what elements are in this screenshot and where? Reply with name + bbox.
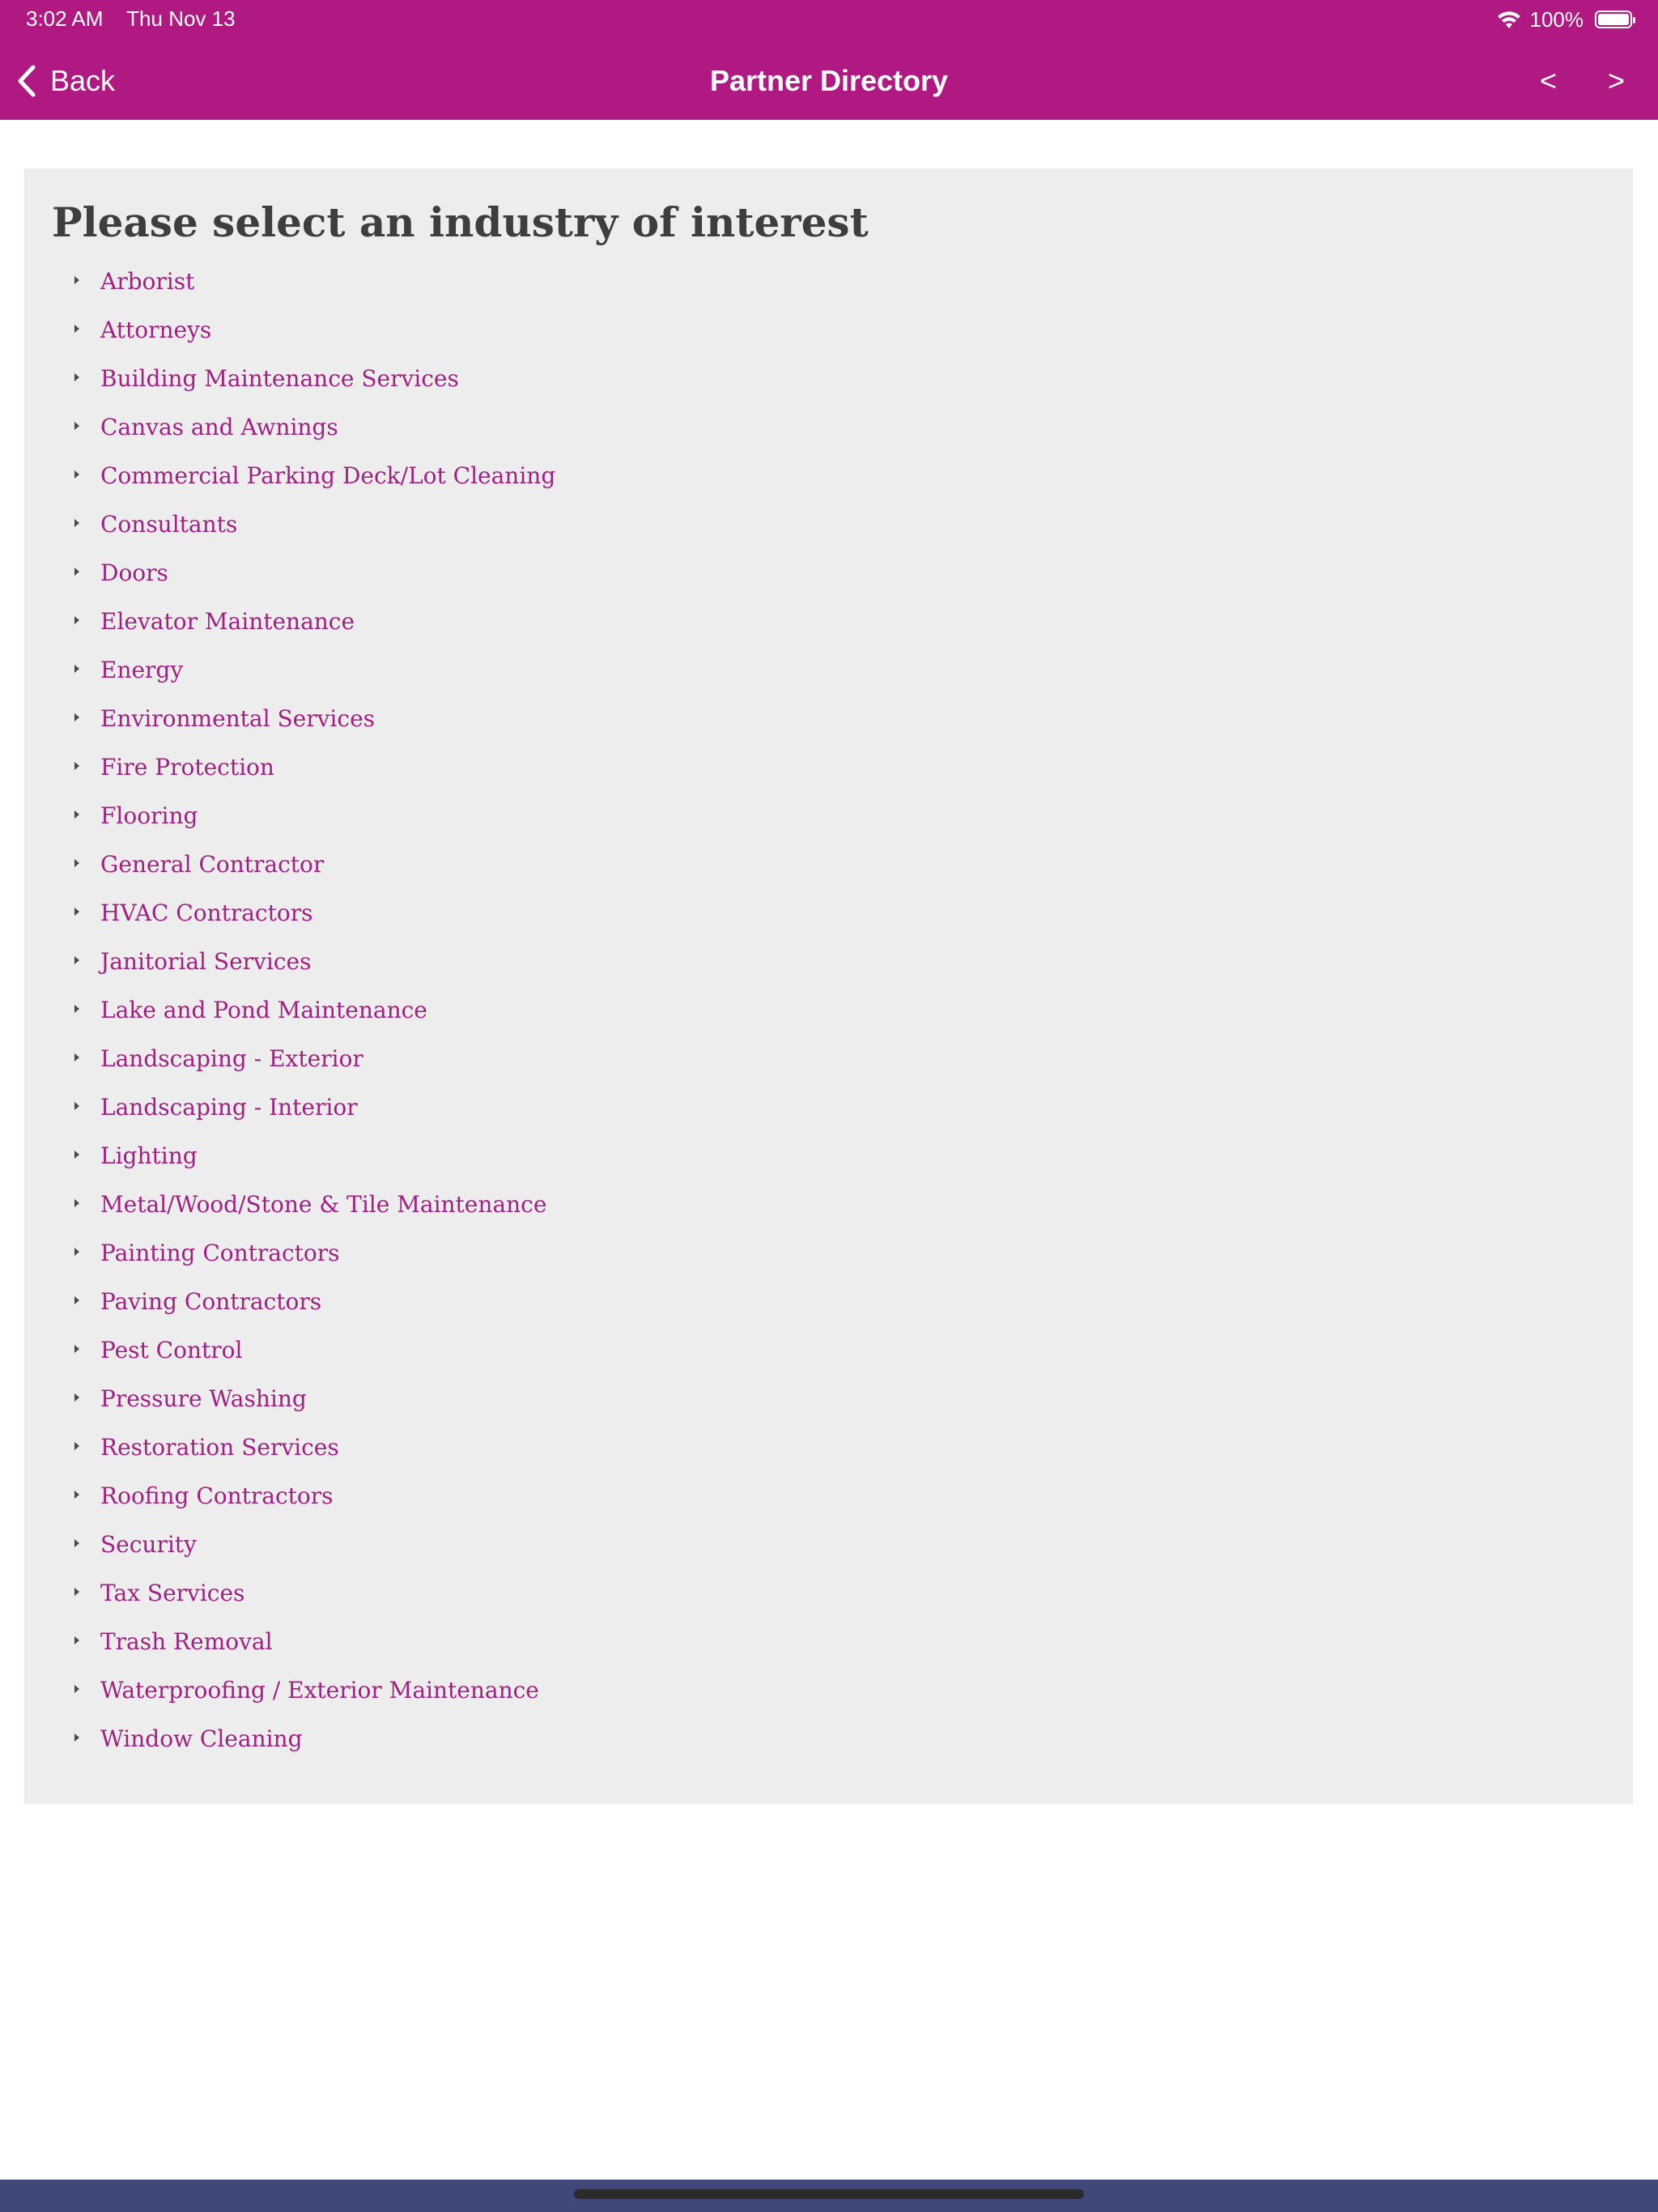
industry-link[interactable]: Trash Removal (100, 1628, 273, 1655)
bullet-icon (74, 373, 79, 381)
bullet-icon (74, 956, 79, 964)
industry-link[interactable]: Roofing Contractors (100, 1482, 334, 1509)
industry-link[interactable]: Restoration Services (100, 1434, 339, 1461)
industry-link[interactable]: Pest Control (100, 1337, 243, 1363)
bullet-icon (74, 859, 79, 867)
industry-link[interactable]: Window Cleaning (100, 1725, 303, 1752)
industry-link[interactable]: Lake and Pond Maintenance (100, 997, 427, 1023)
bullet-icon (74, 616, 79, 624)
industry-link[interactable]: Pressure Washing (100, 1385, 307, 1412)
bullet-icon (74, 1053, 79, 1061)
bullet-icon (74, 810, 79, 819)
bullet-icon (74, 665, 79, 673)
back-label: Back (50, 64, 116, 97)
bullet-icon (74, 1005, 79, 1013)
battery-percent: 100% (1529, 6, 1584, 32)
industry-link[interactable]: Energy (100, 657, 184, 683)
bullet-icon (74, 1248, 79, 1256)
page-title: Partner Directory (709, 64, 949, 97)
bullet-icon (74, 325, 79, 333)
home-indicator[interactable] (574, 2189, 1084, 2199)
next-page-button[interactable]: > (1608, 64, 1626, 97)
status-bar-time (26, 6, 253, 32)
industry-link[interactable]: Elevator Maintenance (100, 608, 355, 635)
bullet-icon (74, 908, 79, 916)
industry-link[interactable]: Consultants (100, 511, 238, 538)
bullet-icon (74, 568, 79, 576)
industry-link[interactable]: Janitorial Services (100, 948, 312, 975)
panel-heading: Please select an industry of interest (52, 198, 869, 246)
status-date: Thu Nov 13 (126, 6, 236, 31)
header-bar (0, 0, 1658, 120)
bullet-icon (74, 276, 79, 284)
industry-link[interactable]: Painting Contractors (100, 1240, 340, 1266)
bullet-icon (74, 1636, 79, 1644)
industry-link[interactable]: Environmental Services (100, 705, 376, 732)
bullet-icon (74, 1539, 79, 1547)
bullet-icon (74, 1442, 79, 1450)
bullet-icon (74, 1733, 79, 1742)
industry-link[interactable]: Commercial Parking Deck/Lot Cleaning (100, 462, 556, 489)
bullet-icon (74, 1491, 79, 1499)
industry-panel (24, 168, 1633, 1804)
bullet-icon (74, 470, 79, 479)
industry-link[interactable]: Canvas and Awnings (100, 414, 338, 440)
bullet-icon (74, 1199, 79, 1207)
industry-link[interactable]: General Contractor (100, 851, 325, 878)
industry-link[interactable]: Waterproofing / Exterior Maintenance (100, 1677, 539, 1704)
industry-link[interactable]: Doors (100, 559, 168, 586)
bullet-icon (74, 1393, 79, 1402)
bullet-icon (74, 519, 79, 527)
industry-link[interactable]: Building Maintenance Services (100, 365, 459, 392)
bullet-icon (74, 1588, 79, 1596)
industry-link[interactable]: Paving Contractors (100, 1288, 322, 1315)
battery-icon (1595, 11, 1632, 28)
bullet-icon (74, 762, 79, 770)
industry-link[interactable]: Fire Protection (100, 754, 274, 781)
previous-page-button[interactable]: < (1540, 64, 1558, 97)
industry-link[interactable]: Landscaping - Interior (100, 1094, 358, 1121)
bullet-icon (74, 1345, 79, 1353)
bullet-icon (74, 422, 79, 430)
wifi-icon (1496, 9, 1522, 30)
bullet-icon (74, 1102, 79, 1110)
industry-link[interactable]: Security (100, 1531, 197, 1558)
industry-link[interactable]: Flooring (100, 802, 198, 829)
bullet-icon (74, 1151, 79, 1159)
status-time: 3:02 AM (26, 6, 104, 31)
industry-link[interactable]: Attorneys (100, 317, 212, 343)
home-bar (0, 2180, 1658, 2212)
bullet-icon (74, 1296, 79, 1304)
status-bar-right (1496, 5, 1633, 34)
industry-link[interactable]: Arborist (100, 268, 195, 295)
industry-link[interactable]: HVAC Contractors (100, 900, 313, 926)
industry-link[interactable]: Lighting (100, 1142, 198, 1169)
bullet-icon (74, 1685, 79, 1693)
industry-link[interactable]: Metal/Wood/Stone & Tile Maintenance (100, 1191, 547, 1218)
industry-link[interactable]: Tax Services (100, 1580, 245, 1606)
bullet-icon (74, 713, 79, 721)
industry-link[interactable]: Landscaping - Exterior (100, 1045, 363, 1072)
